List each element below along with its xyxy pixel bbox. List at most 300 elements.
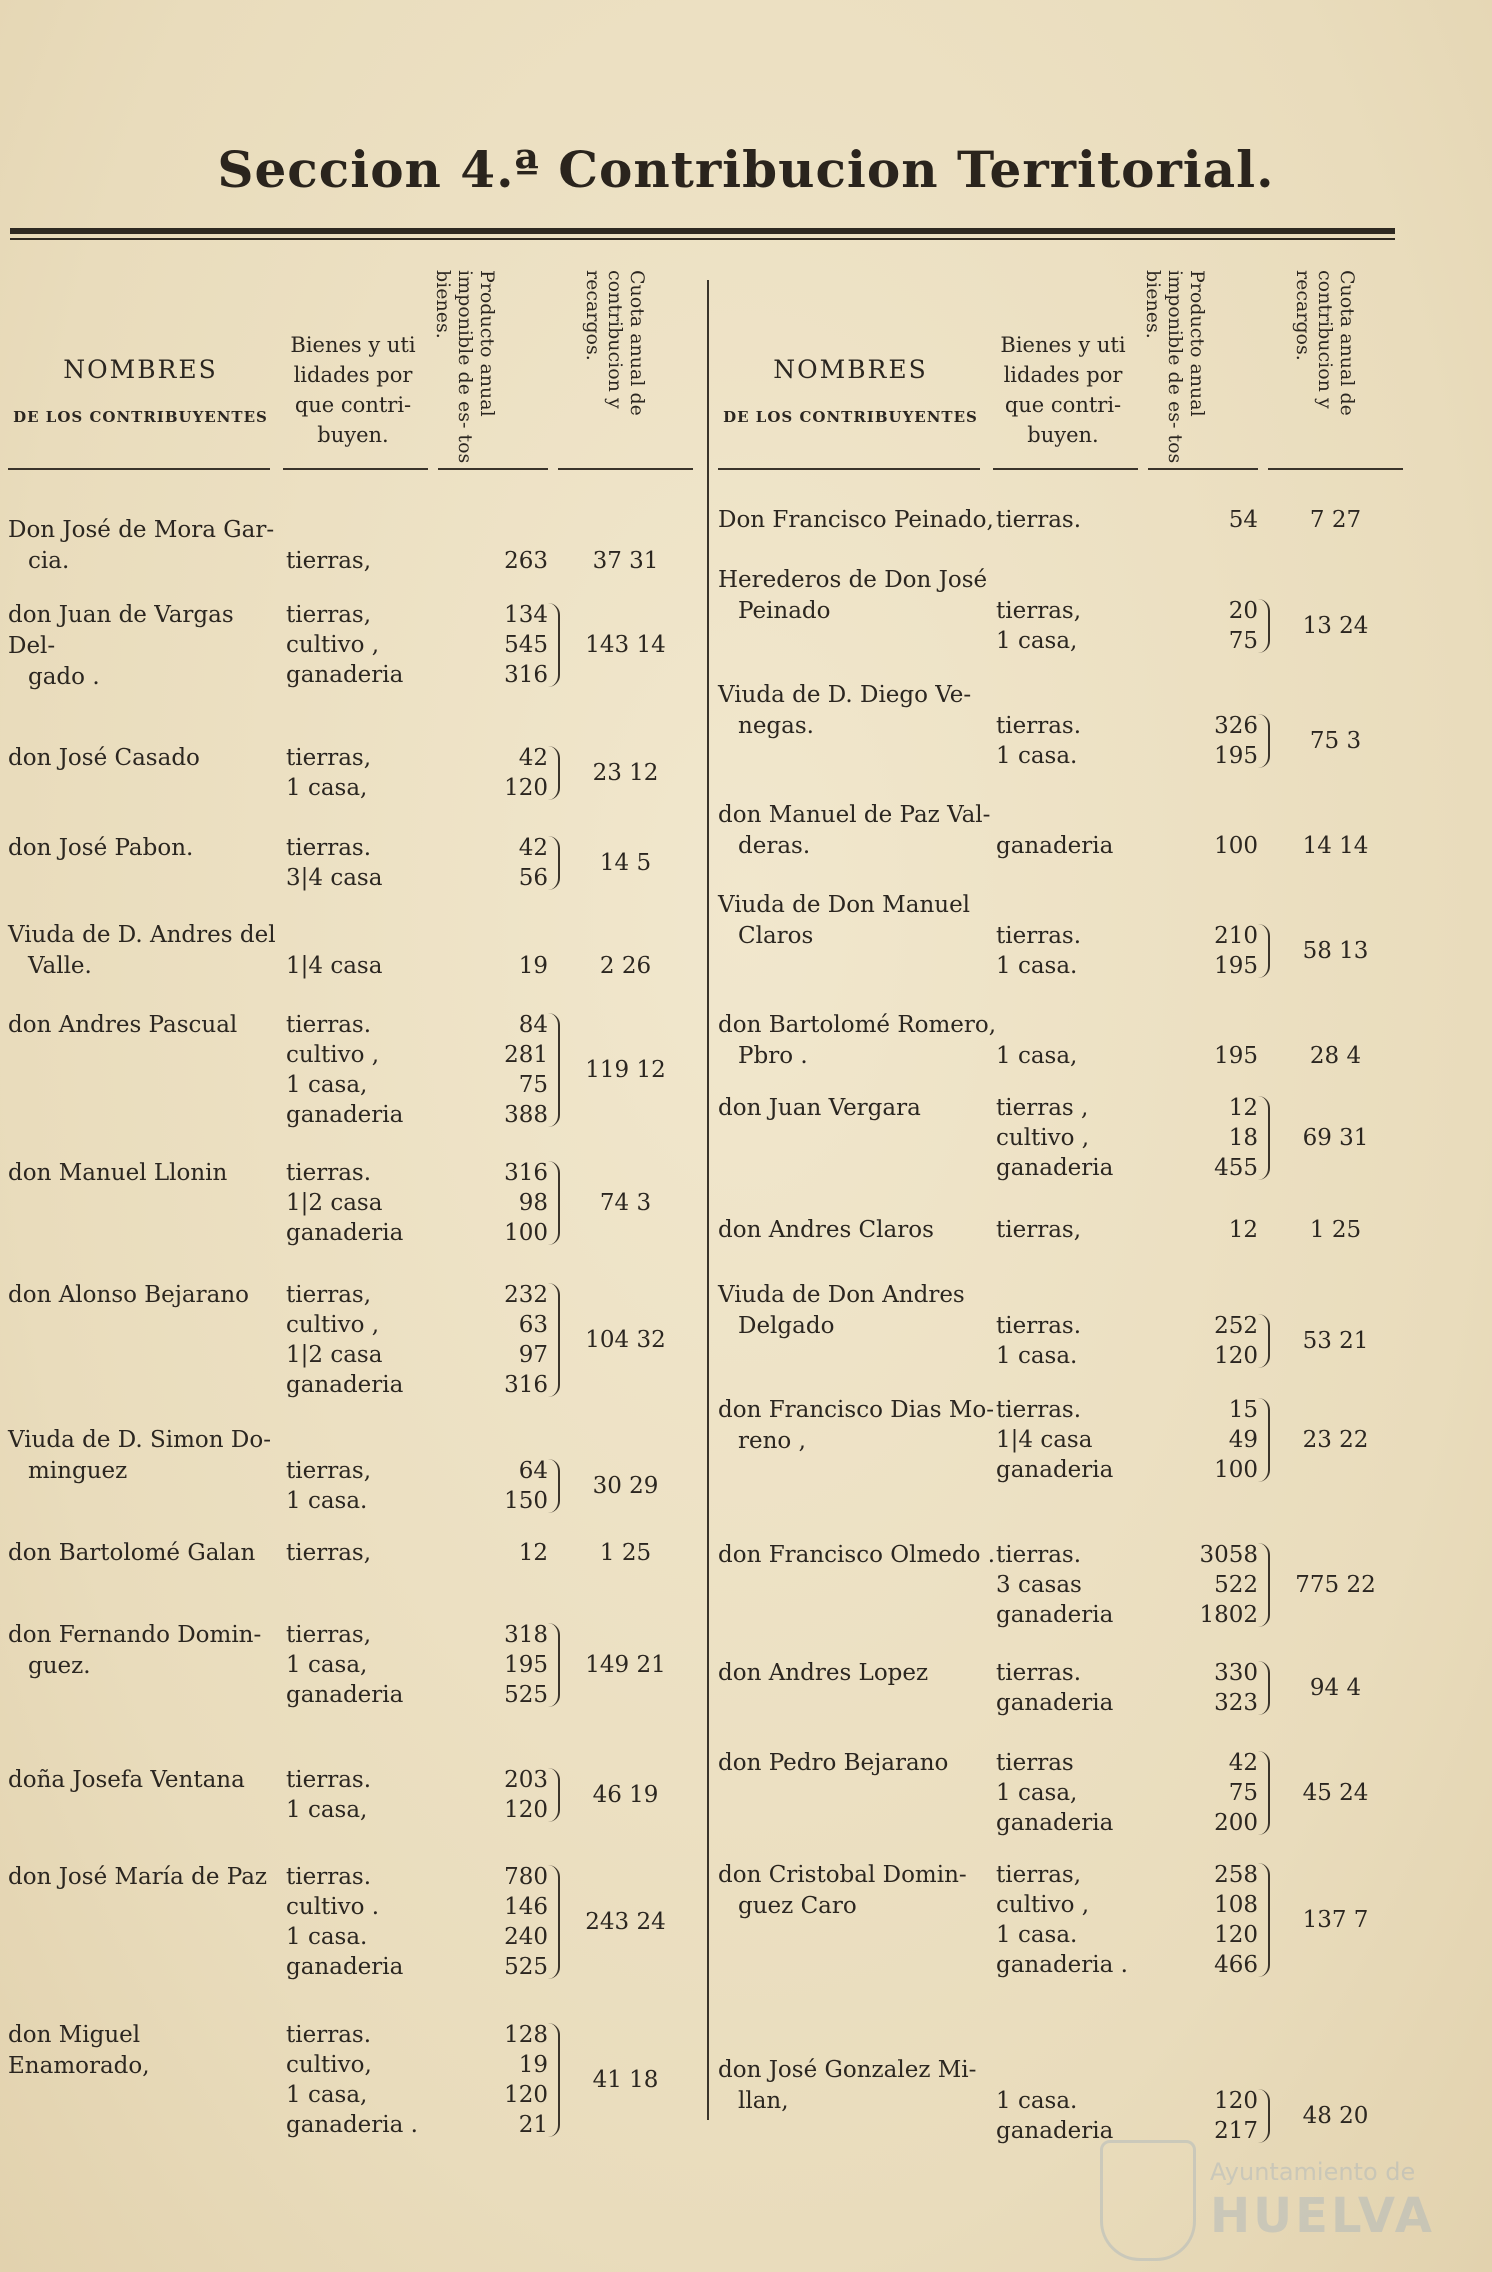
- product-value: 18: [1228, 1125, 1258, 1151]
- product-value: 12: [1228, 1095, 1258, 1121]
- property-item: 1 casa,: [286, 1652, 368, 1678]
- contributor-name-line: cia.: [28, 548, 70, 574]
- property-items: [286, 546, 426, 576]
- property-item: tierras.: [996, 923, 1082, 949]
- property-items: [996, 2086, 1136, 2146]
- cuota-value: 137 7: [1302, 1907, 1369, 1933]
- coat-of-arms-icon: [1100, 2140, 1196, 2261]
- property-item: tierras.: [286, 1012, 372, 1038]
- contributor-name-line: Pbro .: [738, 1043, 808, 1069]
- contributor-name-line: guez Caro: [738, 1893, 857, 1919]
- contributor-name-line: don Juan Vergara: [718, 1095, 921, 1121]
- contributor-name: [8, 833, 288, 864]
- product-value: 388: [504, 1102, 548, 1128]
- product-values: [1148, 505, 1258, 535]
- watermark: [1100, 2140, 1440, 2260]
- contributor-name: [8, 1010, 288, 1041]
- cuota-value: 7 27: [1309, 507, 1362, 533]
- property-item: 1 casa,: [996, 628, 1078, 654]
- contributor-name-line: don Andres Pascual: [8, 1012, 238, 1038]
- product-value: 522: [1214, 1572, 1258, 1598]
- product-value: 75: [1228, 628, 1258, 654]
- contributor-name: [8, 1280, 288, 1311]
- contributor-name: [718, 1748, 998, 1779]
- product-values: [438, 1620, 548, 1710]
- product-value: 150: [504, 1488, 548, 1514]
- property-items: [996, 1540, 1136, 1630]
- contributor-name-line: don José María de Paz: [8, 1864, 268, 1890]
- product-value: 252: [1214, 1313, 1258, 1339]
- product-value: 263: [504, 548, 548, 574]
- product-values: [438, 1010, 548, 1130]
- property-item: tierras,: [286, 602, 372, 628]
- property-items: [996, 1748, 1136, 1838]
- contributor-name-line: don Bartolomé Galan: [8, 1540, 256, 1566]
- title-rule: [10, 228, 1395, 234]
- property-item: tierras.: [286, 1864, 372, 1890]
- property-item: 1|2 casa: [286, 1190, 383, 1216]
- property-item: 1 casa.: [286, 1924, 368, 1950]
- contributor-name: [8, 1538, 288, 1569]
- contributor-name: [718, 1658, 998, 1689]
- property-item: tierras: [996, 1750, 1074, 1776]
- contributor-name-line: guez.: [28, 1653, 91, 1679]
- product-value: 200: [1214, 1810, 1258, 1836]
- product-value: 525: [504, 1954, 548, 1980]
- product-values: [1148, 1093, 1258, 1183]
- product-value: 330: [1214, 1660, 1258, 1686]
- product-value: 84: [518, 1012, 548, 1038]
- cuota-value: 23 12: [592, 760, 659, 786]
- property-item: tierras.: [996, 507, 1082, 533]
- product-value: 21: [518, 2112, 548, 2138]
- cuota-value: 69 31: [1302, 1125, 1369, 1151]
- product-value: 42: [1228, 1750, 1258, 1776]
- contributor-name-line: Herederos de Don José: [718, 567, 988, 593]
- header-underline: [718, 468, 980, 470]
- contributor-name-line: Valle.: [28, 953, 92, 979]
- bienes-header-line: lidades por: [293, 363, 413, 387]
- product-values: [1148, 596, 1258, 656]
- property-item: 1 casa,: [286, 2082, 368, 2108]
- cuota-value: 1 25: [1309, 1217, 1362, 1243]
- contributor-name: [8, 515, 288, 577]
- product-value: 3058: [1199, 1542, 1258, 1568]
- cuota-value: 30 29: [592, 1473, 659, 1499]
- contributor-name: [718, 2055, 998, 2117]
- contributor-name: [718, 505, 998, 536]
- cuota-value: 45 24: [1302, 1780, 1369, 1806]
- property-item: ganaderia: [286, 1220, 404, 1246]
- contributor-name: [8, 1158, 288, 1189]
- property-item: tierras.: [996, 1313, 1082, 1339]
- property-item: 1|2 casa: [286, 1342, 383, 1368]
- contributor-name-line: deras.: [738, 833, 811, 859]
- contributor-name-line: Claros: [738, 923, 814, 949]
- contributor-name: [8, 600, 288, 693]
- cuota-value: 143 14: [585, 632, 666, 658]
- property-items: [286, 600, 426, 690]
- property-item: tierras ,: [996, 1095, 1089, 1121]
- cuota-value: 41 18: [592, 2067, 659, 2093]
- product-value: 195: [504, 1652, 548, 1678]
- product-values: [1148, 1860, 1258, 1980]
- property-item: ganaderia: [286, 1372, 404, 1398]
- product-values: [1148, 1311, 1258, 1371]
- product-value: 780: [504, 1864, 548, 1890]
- product-values: [1148, 1395, 1258, 1485]
- property-item: tierras.: [996, 1397, 1082, 1423]
- property-item: tierras.: [286, 1160, 372, 1186]
- product-value: 1802: [1199, 1602, 1258, 1628]
- product-value: 98: [518, 1190, 548, 1216]
- property-item: 1 casa.: [996, 1922, 1078, 1948]
- product-value: 326: [1214, 713, 1258, 739]
- product-values: [1148, 2086, 1258, 2146]
- product-value: 203: [504, 1767, 548, 1793]
- contributor-name-line: don Manuel de Paz Val-: [718, 802, 991, 828]
- property-items: [286, 2020, 426, 2140]
- contributor-name: [718, 1093, 998, 1124]
- contributor-name: [718, 1215, 998, 1246]
- product-value: 195: [1214, 953, 1258, 979]
- header-underline: [283, 468, 428, 470]
- bienes-header-line: Bienes y uti: [1000, 333, 1126, 357]
- product-value: 455: [1214, 1155, 1258, 1181]
- contributor-name-line: doña Josefa Ventana: [8, 1767, 245, 1793]
- product-value: 49: [1228, 1427, 1258, 1453]
- product-value: 195: [1214, 743, 1258, 769]
- product-value: 42: [518, 745, 548, 771]
- property-items: [996, 1860, 1136, 1980]
- property-item: ganaderia: [996, 1457, 1114, 1483]
- property-items: [996, 921, 1136, 981]
- contributor-name-line: don Cristobal Domin-: [718, 1862, 967, 1888]
- cuota-value: 48 20: [1302, 2103, 1369, 2129]
- cuota-value: 58 13: [1302, 938, 1369, 964]
- property-item: ganaderia: [286, 1954, 404, 1980]
- property-item: cultivo ,: [996, 1892, 1090, 1918]
- property-item: ganaderia: [996, 833, 1114, 859]
- property-item: ganaderia .: [996, 1952, 1128, 1978]
- property-item: tierras.: [286, 835, 372, 861]
- cuota-value: 119 12: [585, 1057, 666, 1083]
- property-item: tierras,: [286, 1458, 372, 1484]
- product-value: 120: [1214, 2088, 1258, 2114]
- property-items: [286, 1538, 426, 1568]
- property-item: 1 casa,: [286, 775, 368, 801]
- product-value: 281: [504, 1042, 548, 1068]
- header-underline: [558, 468, 693, 470]
- product-value: 195: [1214, 1043, 1258, 1069]
- property-item: ganaderia: [286, 662, 404, 688]
- contributor-name-line: don José Casado: [8, 745, 200, 771]
- contributor-name: [8, 1425, 288, 1487]
- property-item: cultivo ,: [996, 1125, 1090, 1151]
- cuota-value: 14 5: [599, 850, 652, 876]
- property-item: tierras,: [286, 745, 372, 771]
- product-values: [1148, 831, 1258, 861]
- cuota-value: 14 14: [1302, 833, 1369, 859]
- product-value: 100: [1214, 833, 1258, 859]
- contributor-name: [8, 743, 288, 774]
- product-value: 12: [1228, 1217, 1258, 1243]
- property-item: cultivo ,: [286, 1312, 380, 1338]
- header-underline: [8, 468, 270, 470]
- contributor-name-line: don Bartolomé Romero,: [718, 1012, 997, 1038]
- property-item: ganaderia: [996, 2118, 1114, 2144]
- right-column: [718, 250, 1408, 2250]
- left-column-header: [8, 250, 698, 480]
- property-items: [996, 831, 1136, 861]
- cuota-value: 149 21: [585, 1652, 666, 1678]
- property-items: [286, 743, 426, 803]
- product-values: [438, 833, 548, 893]
- contributor-name-line: don Francisco Dias Mo-: [718, 1397, 995, 1423]
- product-value: 316: [504, 1160, 548, 1186]
- cuota-value: 1 25: [599, 1540, 652, 1566]
- product-value: 75: [518, 1072, 548, 1098]
- property-items: [286, 833, 426, 893]
- property-item: cultivo .: [286, 1894, 380, 1920]
- property-item: ganaderia .: [286, 2112, 418, 2138]
- contributor-name-line: don Miguel Enamorado,: [8, 2022, 150, 2079]
- property-item: tierras.: [286, 1767, 372, 1793]
- property-items: [286, 1010, 426, 1130]
- product-value: 146: [504, 1894, 548, 1920]
- property-item: tierras.: [286, 2022, 372, 2048]
- product-value: 12: [518, 1540, 548, 1566]
- cuota-header: Cuota anual de contribucion y recargos.: [1292, 270, 1358, 416]
- product-values: [1148, 1540, 1258, 1630]
- bienes-header-line: buyen.: [317, 423, 389, 447]
- product-value: 19: [518, 953, 548, 979]
- property-item: 1 casa,: [996, 1780, 1078, 1806]
- property-item: tierras,: [286, 1540, 372, 1566]
- contributor-name-line: don Alonso Bejarano: [8, 1282, 250, 1308]
- product-value: 217: [1214, 2118, 1258, 2144]
- property-items: [996, 711, 1136, 771]
- property-item: tierras,: [286, 1622, 372, 1648]
- property-item: tierras.: [996, 713, 1082, 739]
- product-values: [1148, 1215, 1258, 1245]
- contributor-name-line: gado .: [28, 664, 100, 690]
- property-item: tierras,: [286, 548, 372, 574]
- contributor-name-line: llan,: [738, 2088, 789, 2114]
- product-values: [438, 743, 548, 803]
- property-item: cultivo ,: [286, 1042, 380, 1068]
- property-items: [996, 1311, 1136, 1371]
- watermark-line1: Ayuntamiento de: [1210, 2158, 1416, 2186]
- bienes-header-line: que contri-: [294, 393, 412, 417]
- contributor-name: [718, 1395, 998, 1457]
- contributor-name-line: don José Pabon.: [8, 835, 194, 861]
- product-value: 210: [1214, 923, 1258, 949]
- contributor-name: [718, 1280, 998, 1342]
- contributor-name-line: don Manuel Llonin: [8, 1160, 228, 1186]
- names-header: [8, 355, 273, 426]
- title-rule-thin: [10, 238, 1395, 240]
- property-item: tierras,: [996, 1217, 1082, 1243]
- cuota-value: 94 4: [1309, 1675, 1362, 1701]
- product-value: 120: [1214, 1343, 1258, 1369]
- product-value: 232: [504, 1282, 548, 1308]
- property-item: tierras.: [996, 1660, 1082, 1686]
- cuota-value: 74 3: [599, 1190, 652, 1216]
- watermark-line2: HUELVA: [1210, 2188, 1435, 2244]
- product-value: 20: [1228, 598, 1258, 624]
- cuota-value: 775 22: [1295, 1572, 1376, 1598]
- bienes-header-line: Bienes y uti: [290, 333, 416, 357]
- product-value: 120: [504, 2082, 548, 2108]
- property-items: [996, 1395, 1136, 1485]
- product-value: 63: [518, 1312, 548, 1338]
- contributor-name: [8, 920, 288, 982]
- property-item: cultivo,: [286, 2052, 372, 2078]
- contributor-name: [718, 800, 998, 862]
- property-items: [996, 1215, 1136, 1245]
- contributor-name-line: minguez: [28, 1458, 128, 1484]
- cuota-value: 75 3: [1309, 728, 1362, 754]
- names-header-title: NOMBRES: [63, 355, 218, 384]
- property-items: [286, 1620, 426, 1710]
- property-item: ganaderia: [996, 1810, 1114, 1836]
- page-title: Seccion 4.ª Contribucion Territorial.: [217, 140, 1275, 199]
- contributor-name: [8, 1862, 288, 1893]
- product-value: 525: [504, 1682, 548, 1708]
- cuota-value: 243 24: [585, 1909, 666, 1935]
- property-item: tierras.: [996, 1542, 1082, 1568]
- names-header: [718, 355, 983, 426]
- property-item: ganaderia: [286, 1102, 404, 1128]
- header-underline: [1148, 468, 1258, 470]
- product-value: 42: [518, 835, 548, 861]
- property-item: cultivo ,: [286, 632, 380, 658]
- property-items: [286, 1765, 426, 1825]
- property-item: tierras,: [996, 1862, 1082, 1888]
- product-value: 64: [518, 1458, 548, 1484]
- cuota-value: 23 22: [1302, 1427, 1369, 1453]
- product-value: 316: [504, 1372, 548, 1398]
- property-item: tierras,: [286, 1282, 372, 1308]
- contributor-name: [718, 1010, 998, 1072]
- cuota-header: Cuota anual de contribucion y recargos.: [582, 270, 648, 416]
- contributor-name-line: Viuda de Don Manuel: [718, 892, 971, 918]
- product-value: 75: [1228, 1780, 1258, 1806]
- property-items: [286, 1280, 426, 1400]
- property-items: [996, 1658, 1136, 1718]
- left-column: [8, 250, 698, 2250]
- property-item: ganaderia: [996, 1602, 1114, 1628]
- header-underline: [1268, 468, 1403, 470]
- contributor-name-line: negas.: [738, 713, 814, 739]
- contributor-name: [718, 565, 998, 627]
- contributor-name-line: Peinado: [738, 598, 831, 624]
- property-item: 1 casa.: [996, 953, 1078, 979]
- property-item: 1 casa.: [996, 1343, 1078, 1369]
- contributor-name-line: don José Gonzalez Mi-: [718, 2057, 977, 2083]
- contributor-name-line: Viuda de D. Andres del: [8, 922, 276, 948]
- property-items: [286, 1862, 426, 1982]
- property-item: 3|4 casa: [286, 865, 383, 891]
- product-values: [438, 1538, 548, 1568]
- property-item: 1 casa,: [996, 1043, 1078, 1069]
- cuota-value: 53 21: [1302, 1328, 1369, 1354]
- property-items: [996, 596, 1136, 656]
- contributor-name: [718, 1860, 998, 1922]
- product-value: 100: [1214, 1457, 1258, 1483]
- property-item: ganaderia: [286, 1682, 404, 1708]
- product-value: 545: [504, 632, 548, 658]
- property-item: 1|4 casa: [286, 953, 383, 979]
- property-items: [996, 505, 1136, 535]
- product-value: 134: [504, 602, 548, 628]
- cuota-value: 13 24: [1302, 613, 1369, 639]
- product-value: 100: [504, 1220, 548, 1246]
- property-item: 1 casa.: [996, 743, 1078, 769]
- contributor-name: [718, 680, 998, 742]
- cuota-value: 104 32: [585, 1327, 666, 1353]
- product-value: 54: [1228, 507, 1258, 533]
- product-value: 128: [504, 2022, 548, 2048]
- product-values: [1148, 1658, 1258, 1718]
- contributor-name-line: don Francisco Olmedo .: [718, 1542, 996, 1568]
- producto-header: Producto anual imponible de es- tos bienes.: [1142, 270, 1208, 464]
- product-value: 466: [1214, 1952, 1258, 1978]
- contributor-name: [8, 1765, 288, 1796]
- product-values: [438, 1456, 548, 1516]
- property-item: 3 casas: [996, 1572, 1082, 1598]
- product-value: 15: [1228, 1397, 1258, 1423]
- product-values: [438, 1280, 548, 1400]
- product-values: [1148, 711, 1258, 771]
- product-values: [1148, 921, 1258, 981]
- product-value: 19: [518, 2052, 548, 2078]
- product-value: 120: [504, 1797, 548, 1823]
- contributor-name: [8, 1620, 288, 1682]
- cuota-value: 28 4: [1309, 1043, 1362, 1069]
- property-item: 1 casa,: [286, 1072, 368, 1098]
- property-item: tierras,: [996, 598, 1082, 624]
- producto-header: Producto anual imponible de es- tos bienes.: [432, 270, 498, 464]
- contributor-name-line: Don Francisco Peinado,: [718, 507, 994, 533]
- property-item: 1 casa.: [286, 1488, 368, 1514]
- product-values: [438, 2020, 548, 2140]
- contributor-name: [718, 890, 998, 952]
- product-value: 258: [1214, 1862, 1258, 1888]
- product-values: [438, 600, 548, 690]
- product-values: [438, 1158, 548, 1248]
- product-value: 120: [504, 775, 548, 801]
- product-values: [1148, 1041, 1258, 1071]
- contributor-name-line: don Andres Claros: [718, 1217, 934, 1243]
- product-values: [438, 546, 548, 576]
- cuota-value: 37 31: [592, 548, 659, 574]
- bienes-header: [278, 330, 428, 450]
- contributor-name: [718, 1540, 998, 1571]
- contributor-name-line: reno ,: [738, 1428, 806, 1454]
- product-value: 108: [1214, 1892, 1258, 1918]
- contributor-name-line: Viuda de D. Diego Ve-: [718, 682, 972, 708]
- contributor-name-line: Don José de Mora Gar-: [8, 517, 275, 543]
- product-value: 56: [518, 865, 548, 891]
- property-item: 1 casa.: [996, 2088, 1078, 2114]
- product-value: 323: [1214, 1690, 1258, 1716]
- product-values: [438, 1862, 548, 1982]
- names-header-title: NOMBRES: [773, 355, 928, 384]
- product-value: 240: [504, 1924, 548, 1950]
- product-value: 97: [518, 1342, 548, 1368]
